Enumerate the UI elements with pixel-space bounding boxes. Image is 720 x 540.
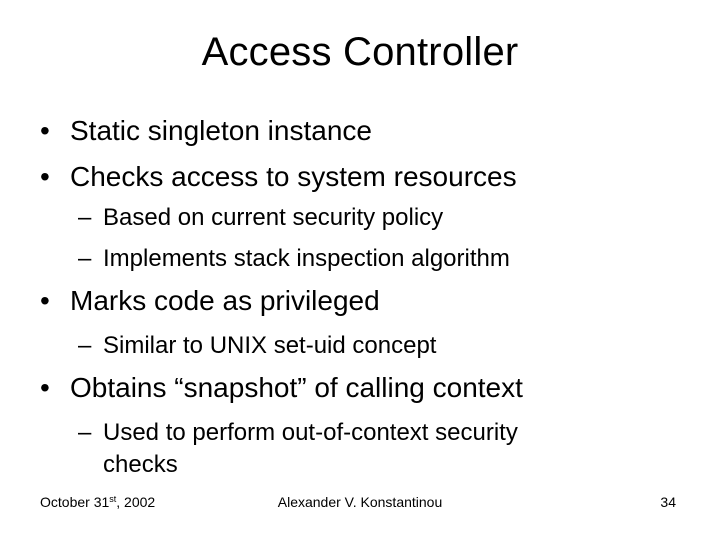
sub-bullet-text: Used to perform out-of-context security: [103, 419, 518, 446]
sub-bullet-item: [78, 330, 436, 362]
bullet-text: Marks code as privileged: [70, 285, 380, 316]
bullet-item: [40, 114, 372, 148]
bullet-text: Static singleton instance: [70, 115, 372, 146]
dash-marker: –: [78, 419, 92, 446]
bullet-item: [40, 160, 517, 194]
sub-bullet-text: Based on current security policy: [103, 204, 444, 231]
dash-marker: –: [78, 332, 92, 359]
bullet-text: Checks access to system resources: [70, 161, 517, 192]
bullet-marker: •: [40, 372, 50, 403]
bullet-marker: •: [40, 115, 50, 146]
page-number: 34: [660, 494, 676, 510]
footer-author: Alexander V. Konstantinou: [277, 494, 443, 510]
sub-bullet-item: [78, 417, 518, 449]
sub-bullet-text: Similar to UNIX set-uid concept: [103, 332, 437, 359]
bullet-marker: •: [40, 285, 50, 316]
bullet-marker: •: [40, 161, 50, 192]
footer-date: October 31st, 2002: [40, 494, 156, 510]
sub-bullet-text: Implements stack inspection algorithm: [103, 245, 510, 272]
slide-title: Access Controller: [201, 30, 519, 74]
sub-bullet-continuation: checks: [103, 451, 178, 478]
bullet-text: Obtains “snapshot” of calling context: [70, 372, 523, 403]
dash-marker: –: [78, 204, 92, 231]
bullet-item: [40, 284, 380, 318]
sub-bullet-item: [78, 202, 443, 234]
dash-marker: –: [78, 245, 92, 272]
sub-bullet-item: [78, 243, 510, 275]
bullet-item: [40, 371, 523, 405]
